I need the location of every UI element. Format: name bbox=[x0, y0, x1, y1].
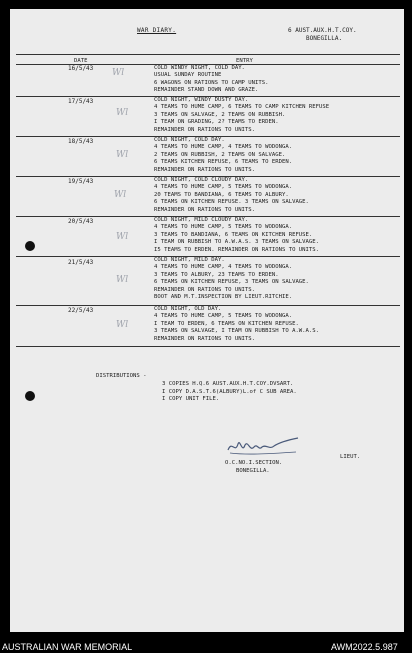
footer-institution: AUSTRALIAN WAR MEMORIAL bbox=[2, 642, 133, 652]
handwritten-initials: Wl bbox=[112, 68, 125, 78]
row-date: 16/5/43 bbox=[68, 65, 94, 72]
punch-hole bbox=[25, 391, 35, 401]
row-date: 19/5/43 bbox=[68, 178, 94, 185]
row-entry: COLD NIGHT, WINDY DUSTY DAY. 4 TEAMS TO HUME CAMP, 6 TEAMS TO CAMP KITCHEN REFUSE 3 TEAMS ON SALVAGE, 2 TEAMS ON RUBBISH. I TEAM ON GRADING, 2? TEAMS TO ERDEN. REMAINDER ON RATIONS TO UNITS. bbox=[154, 97, 330, 133]
handwritten-initials: Wl bbox=[116, 275, 129, 285]
distributions-list: 3 COPIES H.Q.6 AUST.AUX.H.T.COY.DVSART. I COPY D.A.S.T.6(ALBURY)L.of C SUB AREA. I COPY UNIT FILE. bbox=[162, 381, 297, 402]
handwritten-signature bbox=[226, 436, 300, 458]
unit-name: 6 AUST.AUX.H.T.COY. bbox=[288, 27, 357, 34]
signature-title: O.C.NO.I.SECTION. bbox=[225, 460, 283, 466]
row-entry: COLD NIGHT, COLD DAY. 4 TEAMS TO HUME CAMP, 4 TEAMS TO WODONGA. 2 TEAMS ON RUBBISH, 2 TEAMS ON SALVAGE. 6 TEAMS KITCHEN REFUSE, 6 TEAMS TO ERDEN. REMAINDER ON RATIONS TO UNITS. bbox=[154, 137, 293, 173]
row-entry: COLD WINDY NIGHT, COLD DAY. USUAL SUNDAY ROUTINE 6 WAGONS ON RATIONS TO CAMP UNITS. REMAINDER STAND DOWN AND GRAZE. bbox=[154, 65, 269, 94]
row-entry: COLD NIGHT, OLD DAY. 4 TEAMS TO HUME CAMP, 5 TEAMS TO WODONGA. I TEAM TO ERDEN, 6 TEAMS ON KITCHEN REFUSE. 3 TEAMS ON SALVAGE, I TEAM ON RUBBISH TO A.W.A.S. REMAINDER ON RATIONS TO UNITS. bbox=[154, 306, 320, 342]
col-entry-header: ENTRY bbox=[236, 58, 253, 64]
row-entry: COLD NIGHT, MILD DAY. 4 TEAMS TO HUME CAMP, 4 TEAMS TO WODONGA. 3 TEAMS TO ALBURY, 23 TEAMS TO ERDEN. 6 TEAMS ON KITCHEN REFUSE, 3 TEAMS ON SALVAGE. REMAINDER ON RATIONS TO UNITS. BOOT AND M.T.INSPECTION BY LIEUT.RITCHIE. bbox=[154, 257, 309, 301]
col-date-header: DATE bbox=[74, 58, 88, 64]
signature-location: BONEGILLA. bbox=[236, 468, 270, 474]
punch-hole bbox=[25, 241, 35, 251]
footer-catalog-id: AWM2022.5.987 bbox=[331, 642, 398, 652]
unit-location: BONEGILLA. bbox=[306, 35, 343, 42]
diary-title: WAR DIARY. bbox=[137, 27, 177, 34]
row-date: 22/5/43 bbox=[68, 307, 94, 314]
handwritten-initials: Wl bbox=[116, 150, 129, 160]
row-entry: COLD NIGHT, COLD CLOUDY DAY. 4 TEAMS TO HUME CAMP, 5 TEAMS TO WODONGA. 20 TEAMS TO BANDIANA, 6 TEAMS TO ALBURY. 6 TEAMS ON KITCHEN REFUSE. 3 TEAMS ON SALVAGE. REMAINDER ON RATIONS TO UNITS. bbox=[154, 177, 309, 213]
row-date: 17/5/43 bbox=[68, 98, 94, 105]
row-date: 20/5/43 bbox=[68, 218, 94, 225]
handwritten-initials: Wl bbox=[116, 320, 129, 330]
row-entry: COLD NIGHT, MILD CLOUDY DAY. 4 TEAMS TO HUME CAMP, 5 TEAMS TO WODONGA. 3 TEAMS TO BANDIANA, 6 TEAMS ON KITCHEN REFUSE. I TEAM ON RUBBISH TO A.W.A.S. 3 TEAMS ON SALVAGE. I5 TEAMS TO ERDEN. REMAINDER ON RATIONS TO UNITS. bbox=[154, 217, 320, 253]
handwritten-initials: Wl bbox=[116, 232, 129, 242]
handwritten-initials: Wl bbox=[114, 190, 127, 200]
handwritten-initials: Wl bbox=[116, 108, 129, 118]
distributions-label: DISTRIBUTIONS - bbox=[96, 373, 147, 379]
header-rule-top bbox=[16, 54, 400, 55]
row-date: 18/5/43 bbox=[68, 138, 94, 145]
table-bottom-rule bbox=[16, 346, 400, 347]
signature-rank: LIEUT. bbox=[340, 454, 361, 460]
row-date: 21/5/43 bbox=[68, 259, 94, 266]
